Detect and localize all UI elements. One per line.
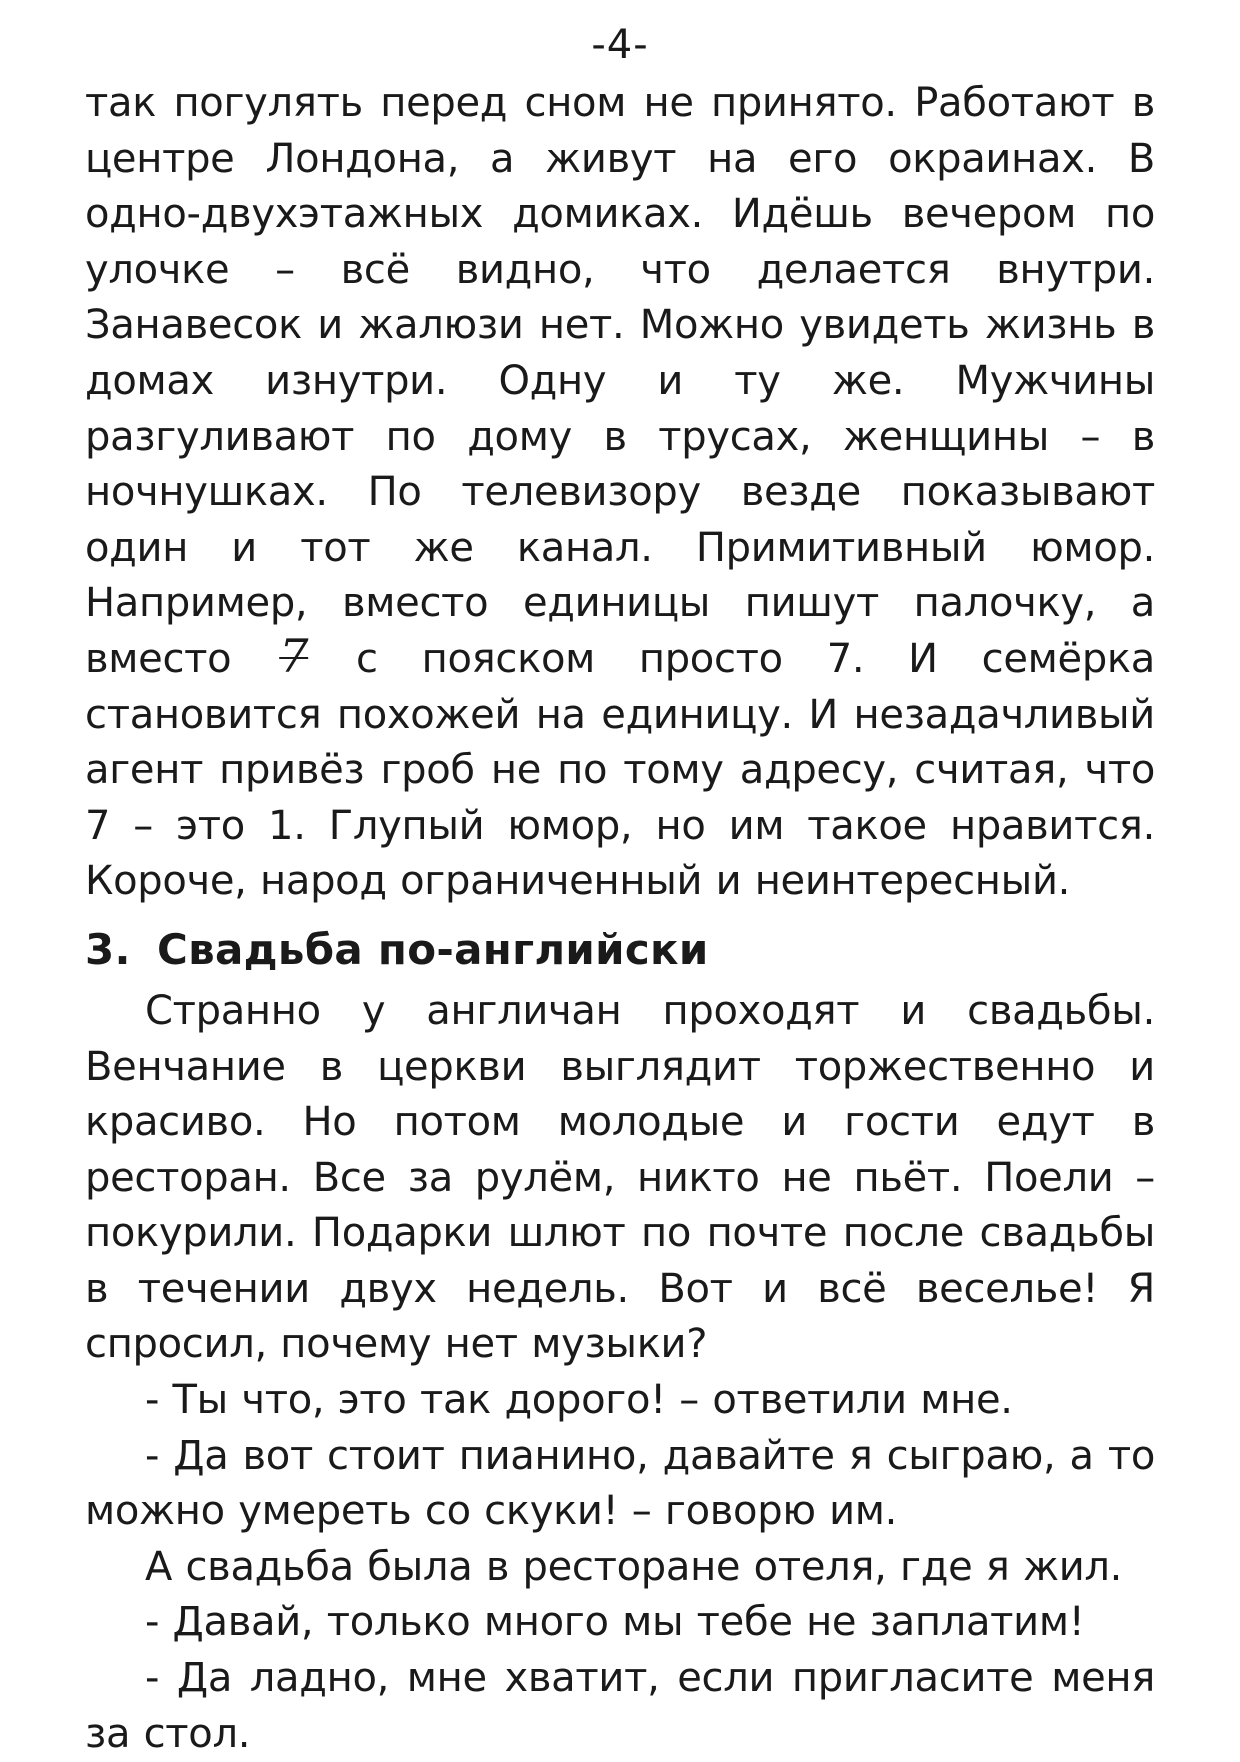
dialogue-line: - Давай, только много мы тебе не заплатим! [145,1599,1085,1646]
document-page [85,18,1155,1762]
paragraph: Странно у англичан проходят и свадьбы. Венчание в церкви выглядит торжественно и красиво. Но потом молодые и гости едут в ресторан. Все за рулём, никто не пьёт. Поели – покурили. Подарки шлют по почте после свадьбы в течении двух недель. Вот и всё веселье! Я спросил, почему нет музыки? [85,987,1155,1368]
intro-text-end: с пояском просто 7. И семёрка становится похожей на единицу. И незадачливый агент привёз гроб не по тому адресу, считая, что 7 – это 1. Глупый юмор, но им такое нравится. Короче, народ ограниченный и неинтересный. [85,635,1155,905]
page-number: -4- [591,22,649,68]
dialogue-line: - Да вот стоит пианино, давайте я сыграю, а то можно умереть со скуки! – говорю им. [85,1432,1155,1535]
section-number: 3. [85,924,131,974]
dialogue-line: - Ты что, это так дорого! – ответили мне. [145,1377,1013,1424]
crossed-seven-glyph: 7 [279,628,309,683]
dialogue-line: - Да ладно, мне хватит, если пригласите меня за стол. [85,1655,1155,1757]
paragraph: А свадьба была в ресторане отеля, где я жил. [145,1543,1123,1590]
section-heading [85,920,1155,980]
intro-paragraph [85,76,1155,910]
intro-text-start: так погулять перед сном не принято. Работают в центре Лондона, а живут на его окраинах. В одно-двухэтажных домиках. Идёшь вечером по улочке – всё видно, что делается внутри. Занавесок и жалюзи нет. Можно увидеть жизнь в домах изнутри. Одну и ту же. Мужчины разгуливают по дому в трусах, женщины – в ночнушках. По телевизору везде показывают один и тот же канал. Примитивный юмор. Например, вместо единицы пишут палочку, а вместо [85,80,1155,682]
section-title: Свадьба по-английски [157,924,709,974]
